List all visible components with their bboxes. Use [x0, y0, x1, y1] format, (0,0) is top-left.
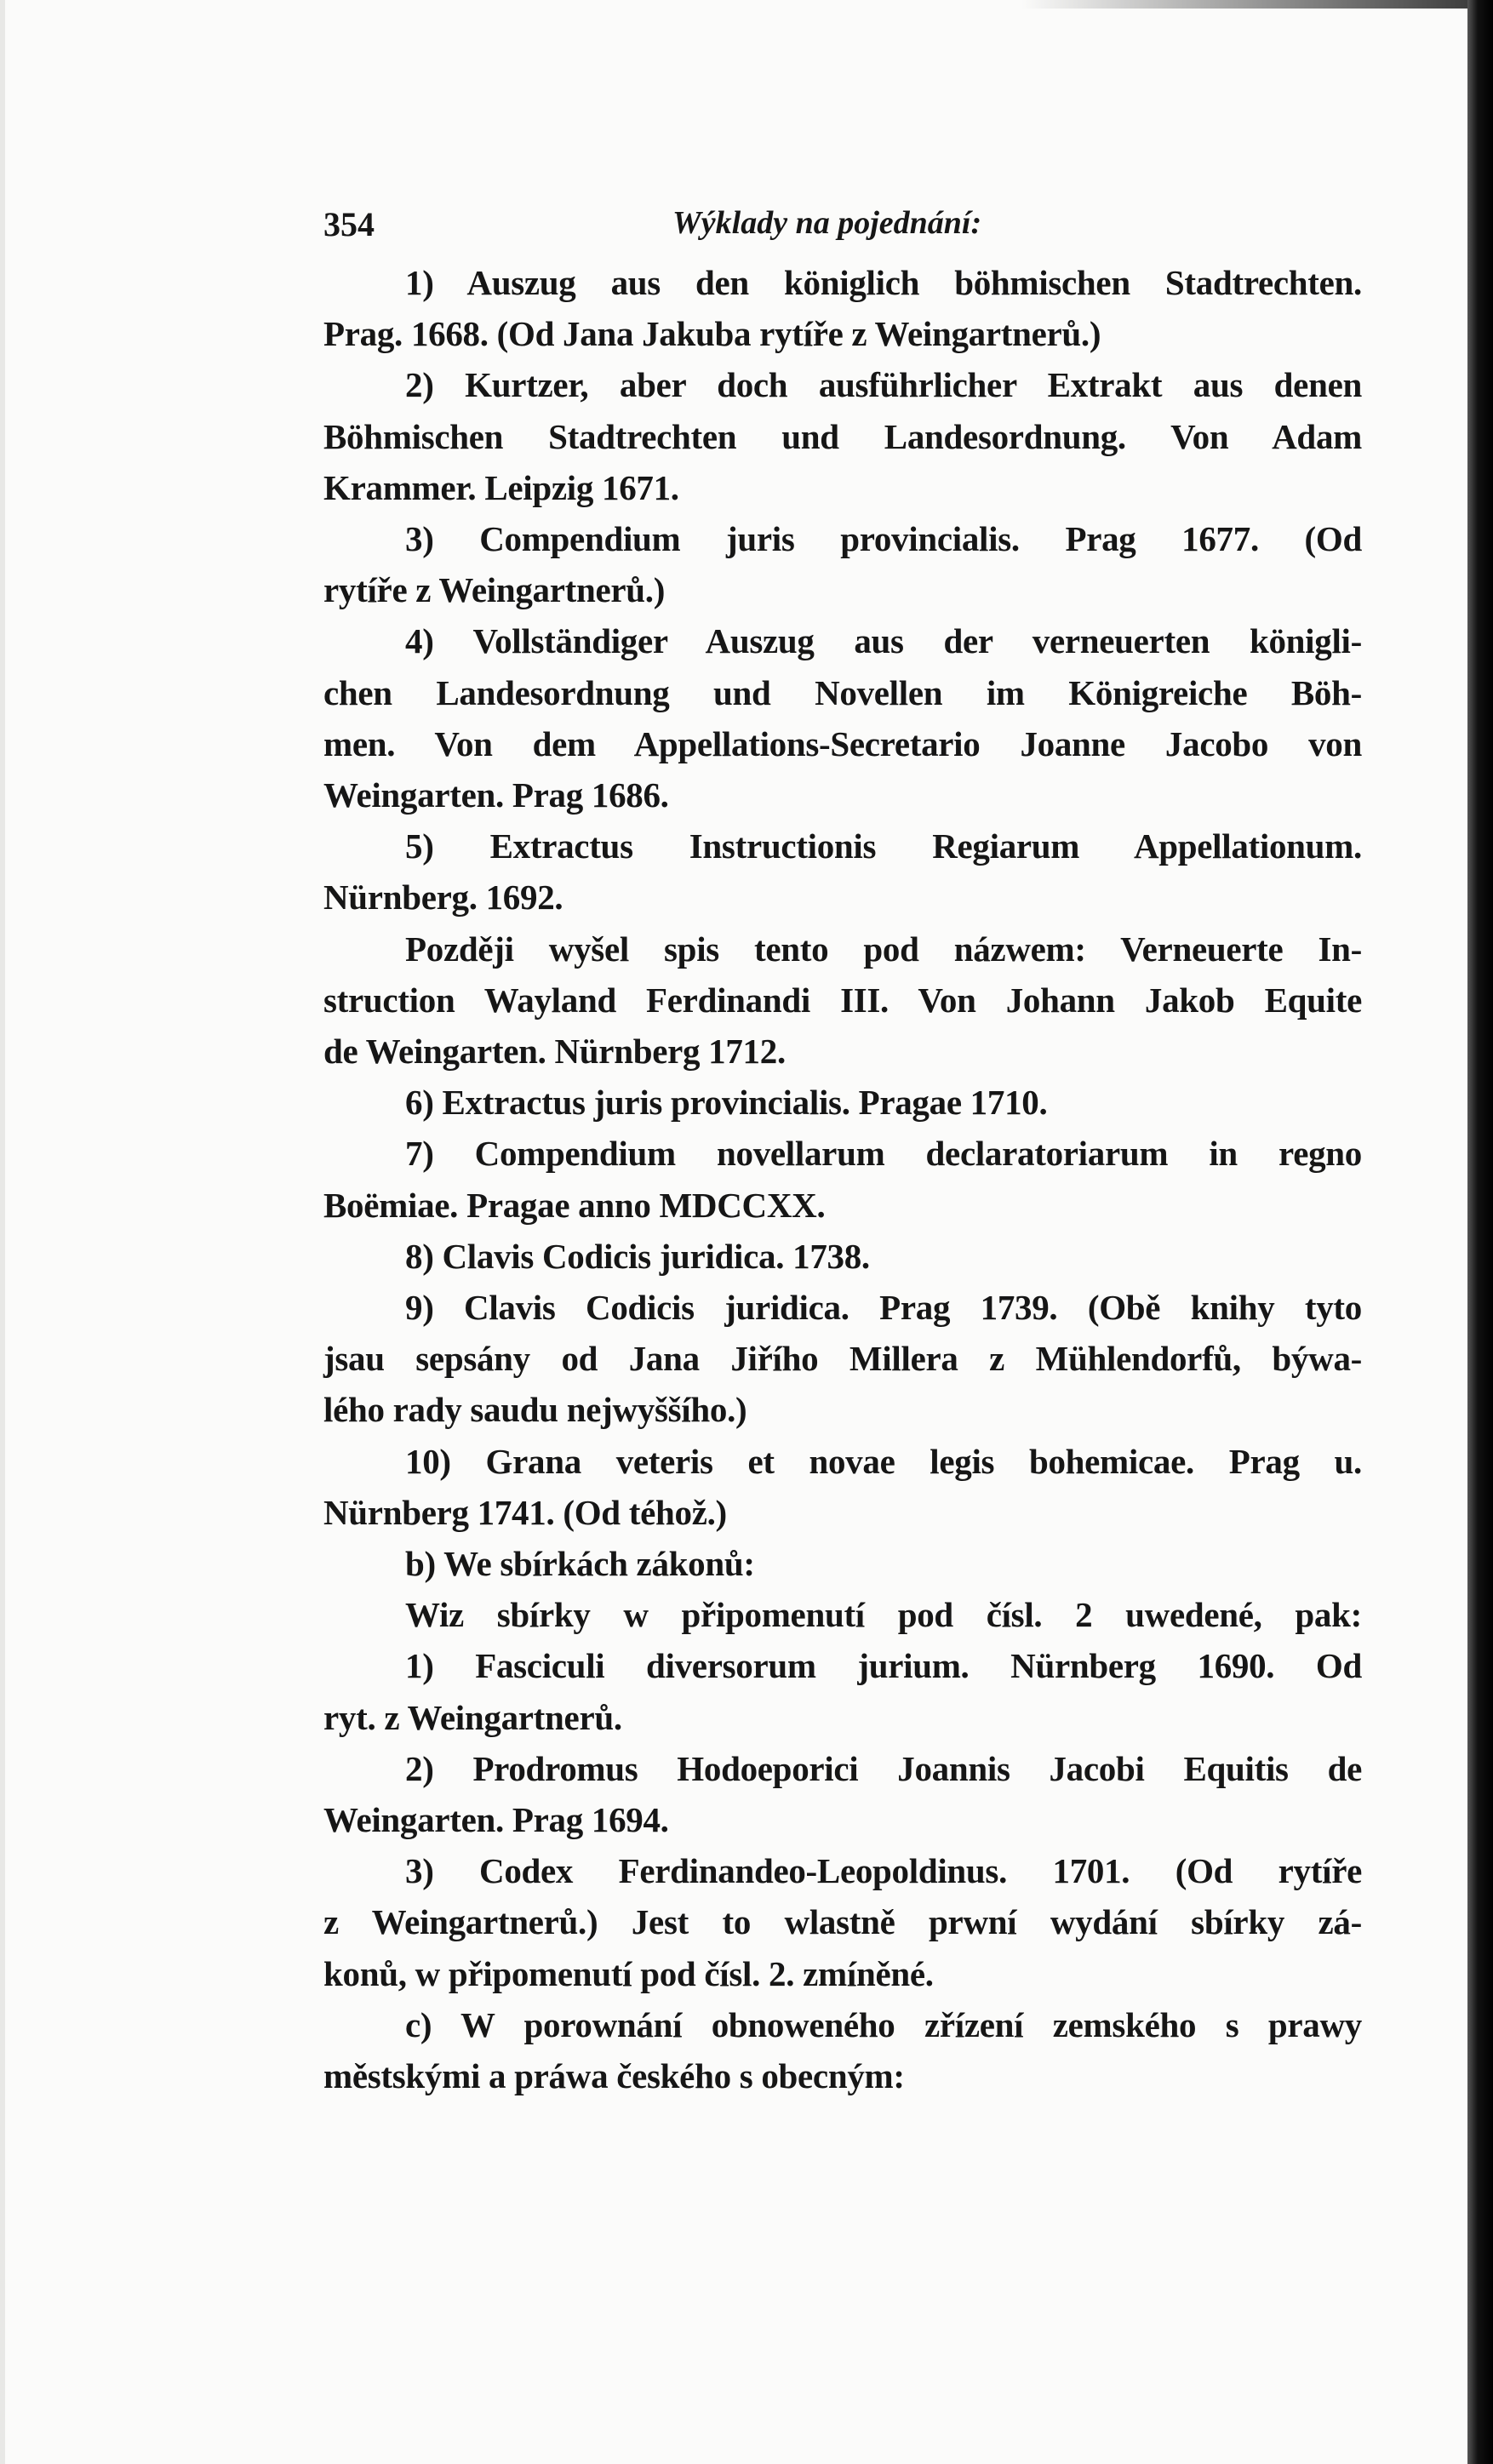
text-line: Krammer. Leipzig 1671.	[323, 467, 679, 507]
text-line: jsau sepsány od Jana Jiřího Millera z Mühlendorfů, býwa-	[323, 1339, 1362, 1379]
text-line: 3) Codex Ferdinandeo-Leopoldinus. 1701. (Od rytíře	[405, 1851, 1362, 1891]
text-line: c) W porownání obnoweného zřízení zemského s prawy	[405, 2004, 1362, 2044]
text-line: 2) Prodromus Hodoeporici Joannis Jacobi Equitis de	[405, 1748, 1362, 1788]
scan-right-border	[1467, 0, 1493, 2464]
text-line: městskými a práwa českého s obecným:	[323, 2056, 905, 2095]
text-line: Weingarten. Prag 1686.	[323, 775, 669, 815]
page-number: 354	[323, 205, 375, 243]
text-line: Prag. 1668. (Od Jana Jakuba rytíře z Weingartnerů.)	[323, 314, 1101, 354]
text-line: konů, w připomenutí pod čísl. 2. zmíněné.	[323, 1953, 934, 1993]
text-line: 6) Extractus juris provincialis. Pragae 1710.	[405, 1083, 1048, 1123]
text-line: chen Landesordnung und Novellen im Königreiche Böh-	[323, 672, 1362, 712]
text-line: Později wyšel spis tento pod názwem: Verneuerte In-	[405, 929, 1362, 969]
text-line: Nürnberg. 1692.	[323, 878, 563, 918]
page-header	[323, 204, 1362, 247]
text-line: Weingarten. Prag 1694.	[323, 1800, 669, 1839]
text-line: Nürnberg 1741. (Od téhož.)	[323, 1492, 727, 1532]
text-line: 1) Auszug aus den königlich böhmischen Stadtrechten.	[405, 263, 1362, 302]
text-line: lého rady saudu nejwyššího.)	[323, 1390, 747, 1430]
scan-top-edge	[1021, 0, 1493, 9]
running-title: Wýklady na pojednání:	[672, 205, 982, 241]
text-line: 10) Grana veteris et novae legis bohemicae. Prag u.	[405, 1441, 1362, 1481]
text-line: 4) Vollständiger Auszug aus der verneuerten königli-	[405, 621, 1362, 661]
text-line: struction Wayland Ferdinandi III. Von Johann Jakob Equite	[323, 980, 1362, 1020]
text-line: Boëmiae. Pragae anno MDCCXX.	[323, 1185, 826, 1225]
text-line: 1) Fasciculi diversorum jurium. Nürnberg 1690. Od	[405, 1646, 1362, 1686]
text-line: men. Von dem Appellations-Secretario Joanne Jacobo von	[323, 723, 1362, 763]
scan-left-edge	[0, 0, 5, 2464]
text-line: z Weingartnerů.) Jest to wlastně prwní wydání sbírky zá-	[323, 1902, 1362, 1942]
text-line: Böhmischen Stadtrechten und Landesordnung. Von Adam	[323, 416, 1362, 456]
text-line: 9) Clavis Codicis juridica. Prag 1739. (Obě knihy tyto	[405, 1288, 1362, 1327]
text-line: Wiz sbírky w připomenutí pod čísl. 2 uwedené, pak:	[405, 1595, 1362, 1635]
text-line: ryt. z Weingartnerů.	[323, 1697, 622, 1737]
text-line: 3) Compendium juris provincialis. Prag 1677. (Od	[405, 519, 1362, 558]
text-line: 8) Clavis Codicis juridica. 1738.	[405, 1236, 870, 1276]
text-line: rytíře z Weingartnerů.)	[323, 570, 666, 610]
text-line: b) We sbírkách zákonů:	[405, 1544, 755, 1583]
text-line: 5) Extractus Instructionis Regiarum Appellationum.	[405, 826, 1362, 866]
text-line: de Weingarten. Nürnberg 1712.	[323, 1032, 786, 1071]
text-line: 7) Compendium novellarum declaratoriarum in regno	[405, 1134, 1362, 1174]
text-line: 2) Kurtzer, aber doch ausführlicher Extrakt aus denen	[405, 365, 1362, 405]
